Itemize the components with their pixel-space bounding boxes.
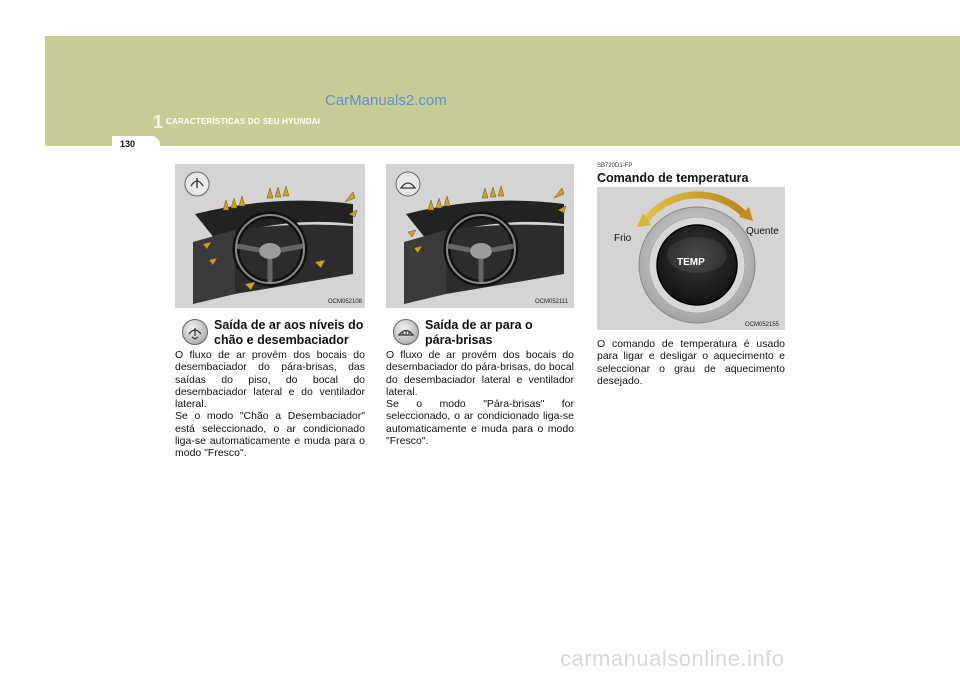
figure-code: OCM052111	[535, 299, 569, 305]
col1-heading	[214, 318, 363, 348]
figure-defrost	[386, 164, 574, 308]
figure-code: OCM052108	[328, 299, 363, 305]
col2-heading-line2: pára-brisas	[425, 333, 493, 347]
col2-heading-line1: Saída de ar para o	[425, 318, 533, 332]
col1-paragraph: Se o modo "Chão a Desembaciador" está seleccionado, o ar condicionado liga-se automaticamente e muda para o modo "Fresco".	[175, 410, 365, 460]
figure-code: OCM052155	[745, 322, 780, 328]
col2-paragraph: Se o modo "Pára-brisas" for seleccionado, o ar condicionado liga-se automaticamente e muda para o modo "Fresco".	[386, 398, 574, 448]
watermark-top: CarManuals2.com	[325, 92, 447, 109]
dashboard-illustration	[386, 164, 574, 308]
floor-defrost-mode-icon	[182, 319, 208, 345]
col1-body	[175, 349, 365, 460]
dashboard-illustration	[175, 164, 365, 308]
col2-paragraph: O fluxo de ar provém dos bocais do desembaciador do pára-brisas, do bocal do desembaciador lateral e ventilador lateral.	[386, 349, 574, 398]
chapter-number: 1	[153, 112, 164, 132]
chapter-title: CARACTERÍSTICAS DO SEU HYUNDAI	[166, 117, 321, 126]
watermark-bottom: carmanualsonline.info	[560, 646, 785, 671]
col1-paragraph: O fluxo de ar provém dos bocais do desembaciador do pára-brisas, das saídas do piso, do bocal do desembaciador lateral e do ventilador lateral.	[175, 349, 365, 411]
defrost-mode-icon	[393, 319, 419, 345]
knob-label: TEMP	[677, 257, 705, 268]
col1-heading-line2: chão e desembaciador	[214, 333, 349, 347]
page-number: 130	[120, 139, 136, 149]
section-title: Comando de temperatura	[597, 171, 749, 185]
cold-label: Frio	[614, 233, 632, 244]
col3-body	[597, 338, 785, 387]
header-band	[45, 36, 960, 146]
section-id: SB720D1-FP	[597, 163, 633, 169]
figure-floor-defrost	[175, 164, 365, 308]
col3-paragraph: O comando de temperatura é usado para ligar e desligar o aquecimento e seleccionar o grau de aquecimento desejado.	[597, 338, 785, 387]
col2-body	[386, 349, 574, 447]
hot-label: Quente	[746, 226, 779, 237]
col2-heading	[425, 318, 533, 348]
col1-heading-line1: Saída de ar aos níveis do	[214, 318, 364, 332]
